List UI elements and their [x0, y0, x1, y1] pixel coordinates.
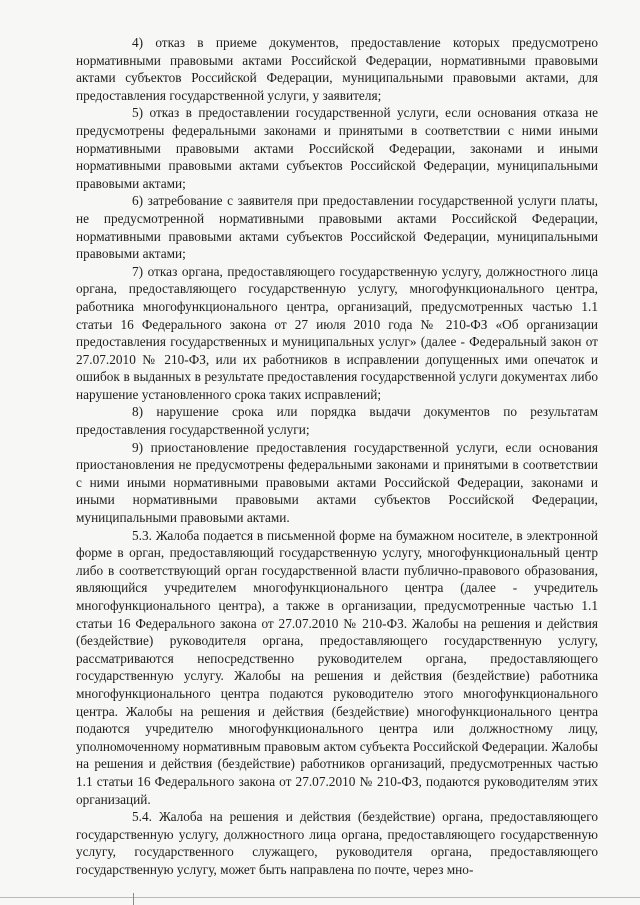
paragraph-item-8: 8) нарушение срока или порядка выдачи документов по результатам предоставления государственной услуги;: [76, 404, 598, 438]
paragraph-item-7: 7) отказ органа, предоставляющего государственную услугу, должностного лица органа, предоставляющего государственную услугу, многофункционального центра, работника многофункционального центра, организаций, предусмотренных частью 1.1 статьи 16 Федерального закона от 27 июля 2010 года № 210-ФЗ «Об организации предоставления государственных и муниципальных услуг» (далее - Федеральный закон от 27.07.2010 № 210-ФЗ, или их работников в исправлении допущенных ими опечаток и ошибок в выданных в результате предоставления государственной услуги документах либо нарушение установленного срока таких исправлений;: [76, 263, 598, 402]
page-bottom-rule: [0, 897, 640, 898]
paragraph-item-4: 4) отказ в приеме документов, предоставление которых предусмотрено нормативными правовыми актами Российской Федерации, нормативными правовыми актами субъектов Российской Федерации, муниципальными правовыми актами, для предоставления государственной услуги, у заявителя;: [76, 35, 598, 103]
paragraph-item-9: 9) приостановление предоставления государственной услуги, если основания приостановления не предусмотрены федеральными законами и принятыми в соответствии с ними иными нормативными правовыми актами Российской Федерации, законами и иными нормативными правовыми актами субъектов Российской Федерации, муниципальными правовыми актами.: [76, 439, 598, 526]
paragraph-section-5-3: 5.3. Жалоба подается в письменной форме на бумажном носителе, в электронной форме в орган, предоставляющий государственную услугу, многофункциональный центр либо в соответствующий орган государственной власти публично-правового образования, являющийся учредителем многофункционального центра (далее - учредитель многофункционального центра), а также в организации, предусмотренные частью 1.1 статьи 16 Федерального закона от 27.07.2010 № 210-ФЗ. Жалобы на решения и действия (бездействие) руководителя органа, предоставляющего государственную услугу, рассматриваются непосредственно руководителем органа, предоставляющего государственную услугу. Жалобы на решения и действия (бездействие) работника многофункционального центра подаются руководителю этого многофункционального центра. Жалобы на решения и действия (бездействие) многофункционального центра подаются учредителю многофункционального центра или должностному лицу, уполномоченному нормативным правовым актом субъекта Российской Федерации. Жалобы на решения и действия (бездействие) работников организаций, предусмотренных частью 1.1 статьи 16 Федерального закона от 27.07.2010 № 210-ФЗ, подаются руководителям этих организаций.: [76, 527, 598, 807]
paragraph-item-6: 6) затребование с заявителя при предоставлении государственной услуги платы, не предусмотренной нормативными правовыми актами Российской Федерации, нормативными правовыми актами субъектов Российской Федерации, муниципальными правовыми актами;: [76, 193, 598, 262]
page-bottom-tick: [133, 893, 134, 905]
paragraph-section-5-4: 5.4. Жалоба на решения и действия (бездействие) органа, предоставляющего государственную услугу, должностного лица органа, предоставляющего государственную услугу, государственного служащего, руководителя органа, предоставляющего государственную услугу, может быть направлена по почте, через мно-: [76, 809, 598, 877]
document-body: [76, 34, 598, 879]
paragraph-item-5: 5) отказ в предоставлении государственной услуги, если основания отказа не предусмотрены федеральными законами и принятыми в соответствии с ними иными нормативными правовыми актами Российской Федерации, законами и иными нормативными правовыми актами субъектов Российской Федерации, муниципальными правовыми актами;: [76, 105, 598, 191]
